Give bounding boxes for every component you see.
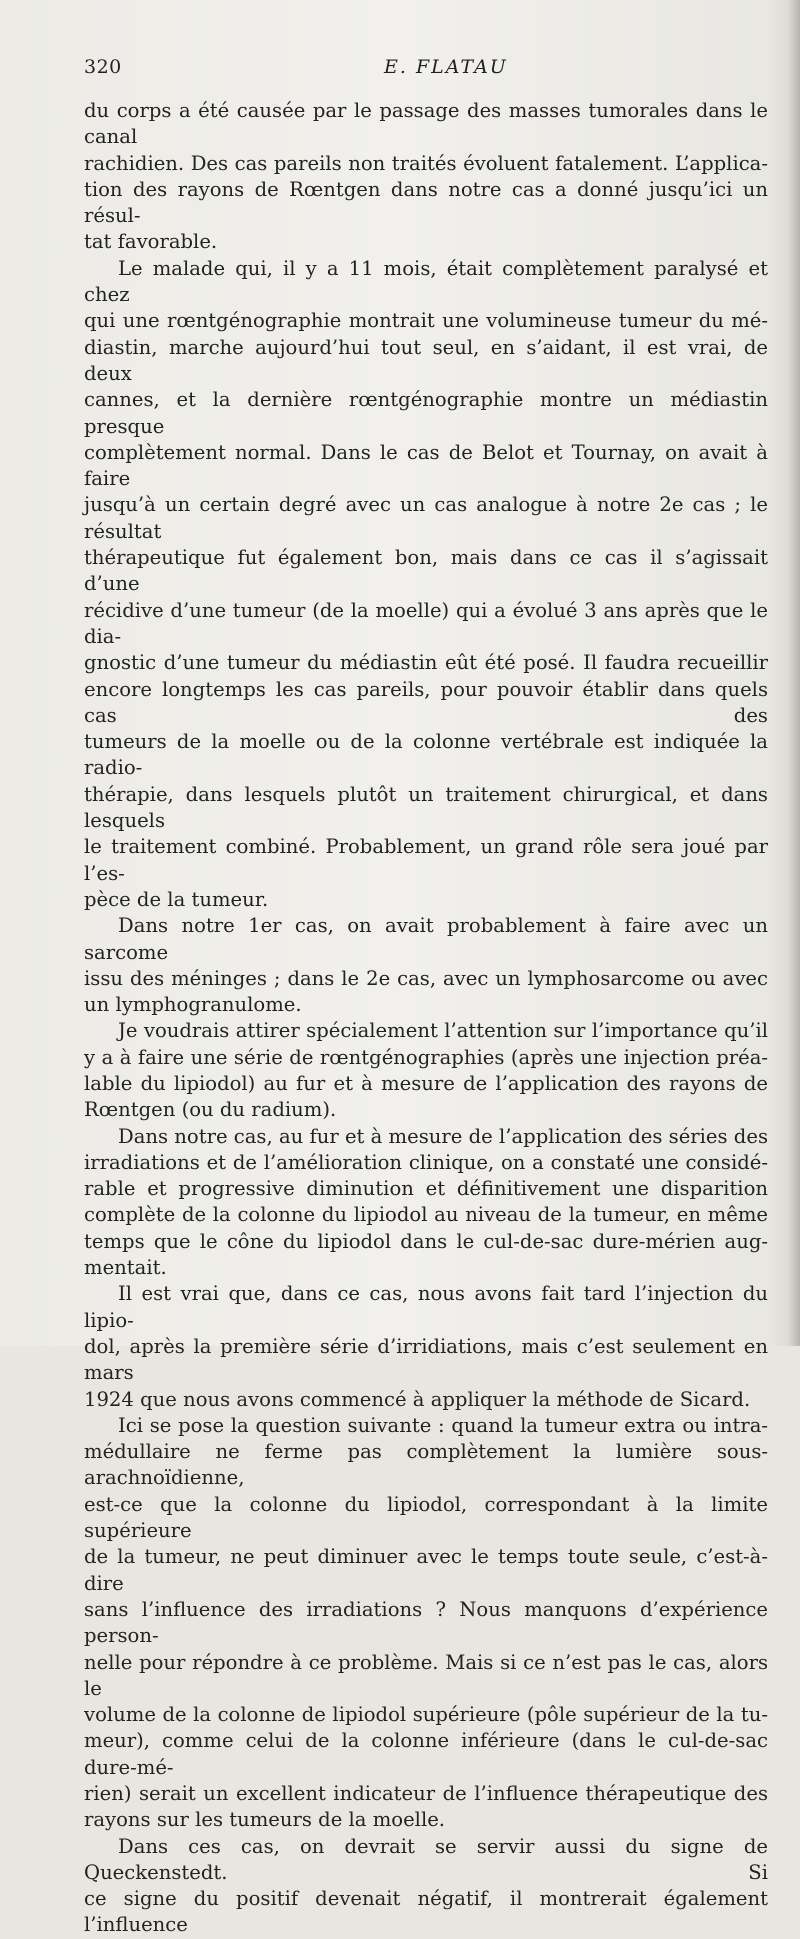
page-number: 320 — [84, 56, 122, 78]
text-line: le traitement combiné. Probablement, un grand rôle sera joué par l’es- — [84, 835, 768, 885]
text-line: tumeurs de la moelle ou de la colonne vertébrale est indiquée la radio- — [84, 730, 768, 780]
text-line: thérapeutique fut également bon, mais dans ce cas il s’agissait d’une — [84, 546, 768, 596]
text-line: récidive d’une tumeur (de la moelle) qui a évolué 3 ans après que le dia- — [84, 598, 768, 648]
text-line: Dans notre 1er cas, on avait probablement à faire avec un sarcome — [84, 914, 768, 964]
text-line: Il est vrai que, dans ce cas, nous avons fait tard l’injection du lipio- — [84, 1282, 768, 1332]
text-line: ce signe du positif devenait négatif, il montrerait également l’influence — [84, 1887, 768, 1937]
paragraph — [84, 1018, 768, 1123]
text-line: diastin, marche aujourd’hui tout seul, en s’aidant, il est vrai, de deux — [84, 335, 768, 385]
text-line: médullaire ne ferme pas complètement la lumière sous-arachnoïdienne, — [84, 1440, 768, 1490]
text-line: meur), comme celui de la colonne inférieure (dans le cul-de-sac dure-mé- — [84, 1729, 768, 1779]
text-line: qui une rœntgénographie montrait une volumineuse tumeur du mé- — [84, 309, 768, 333]
text-line: nelle pour répondre à ce problème. Mais si ce n’est pas le cas, alors le — [84, 1650, 768, 1700]
text-line: de la tumeur, ne peut diminuer avec le temps toute seule, c’est-à-dire — [84, 1545, 768, 1595]
text-line: gnostic d’une tumeur du médiastin eût été posé. Il faudra recueillir — [84, 651, 768, 675]
text-line: Rœntgen (ou du radium). — [84, 1098, 337, 1122]
text-line: rachidien. Des cas pareils non traités évoluent fatalement. L’applica- — [84, 151, 768, 175]
text-line: rable et progressive diminution et définitivement une disparition — [84, 1177, 768, 1201]
text-line: jusqu’à un certain degré avec un cas analogue à notre 2e cas ; le résultat — [84, 493, 768, 543]
text-line: 1924 que nous avons commencé à appliquer la méthode de Sicard. — [84, 1387, 751, 1411]
text-line: encore longtemps les cas pareils, pour pouvoir établir dans quels cas des — [84, 677, 768, 727]
running-title: E. FLATAU — [384, 56, 508, 78]
text-line: mentait. — [84, 1256, 167, 1280]
paragraph — [84, 1281, 768, 1412]
paragraph — [84, 913, 768, 1018]
text-line: est-ce que la colonne du lipiodol, correspondant à la limite supérieure — [84, 1492, 768, 1543]
text-line: lable du lipiodol) au fur et à mesure de l’application des rayons de — [84, 1071, 768, 1095]
page-header — [84, 56, 764, 86]
body-text — [84, 98, 768, 1939]
text-line: rien) serait un excellent indicateur de l’influence thérapeutique des — [84, 1782, 768, 1805]
paragraph — [84, 256, 768, 913]
text-line: sans l’influence des irradiations ? Nous manquons d’expérience person- — [84, 1597, 768, 1648]
text-line: dol, après la première série d’irridiations, mais c’est seulement en mars — [84, 1334, 768, 1385]
text-line: un lymphogranulome. — [84, 993, 302, 1017]
text-line: irradiations et de l’amélioration clinique, on a constaté une considé- — [84, 1150, 768, 1174]
text-line: pèce de la tumeur. — [84, 887, 269, 911]
text-line: Dans ces cas, on devrait se servir aussi du signe de Queckenstedt. Si — [84, 1834, 768, 1884]
text-line: cannes, et la dernière rœntgénographie montre un médiastin presque — [84, 388, 768, 438]
text-line: tion des rayons de Rœntgen dans notre cas a donné jusqu’ici un résul- — [84, 177, 768, 228]
text-line: volume de la colonne de lipiodol supérieure (pôle supérieur de la tu- — [84, 1703, 768, 1727]
text-line: du corps a été causée par le passage des masses tumorales dans le canal — [84, 99, 768, 149]
text-line: issu des méninges ; dans le 2e cas, avec un lymphosarcome ou avec — [84, 966, 768, 990]
paragraph — [84, 98, 768, 256]
paragraph — [84, 1413, 768, 1834]
text-line: complète de la colonne du lipiodol au niveau de la tumeur, en même — [84, 1203, 768, 1227]
text-line: Dans notre cas, au fur et à mesure de l’application des séries des — [118, 1124, 768, 1148]
paragraph — [84, 1834, 768, 1939]
page-edge-shadow — [788, 0, 800, 1346]
text-line: Je voudrais attirer spécialement l’attention sur l’importance qu’il — [118, 1019, 768, 1043]
paragraph — [84, 1124, 768, 1282]
text-line: thérapie, dans lesquels plutôt un traitement chirurgical, et dans lesquels — [84, 782, 768, 833]
text-line: Ici se pose la question suivante : quand la tumeur extra ou intra- — [118, 1413, 768, 1437]
text-line: temps que le cône du lipiodol dans le cul-de-sac dure-mérien aug- — [84, 1229, 768, 1253]
text-line: rayons sur les tumeurs de la moelle. — [84, 1808, 446, 1832]
text-line: y a à faire une série de rœntgénographies (après une injection préa- — [84, 1045, 768, 1069]
text-line: tat favorable. — [84, 230, 218, 254]
text-line: Le malade qui, il y a 11 mois, était complètement paralysé et chez — [84, 256, 768, 307]
text-line: complètement normal. Dans le cas de Belot et Tournay, on avait à faire — [84, 440, 768, 491]
